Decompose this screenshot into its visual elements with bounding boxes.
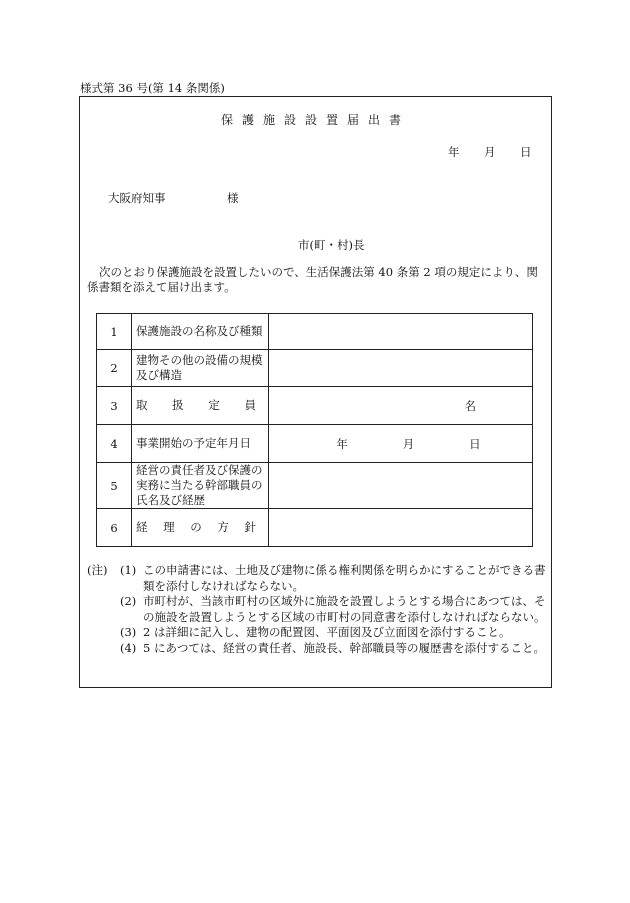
table-row — [97, 314, 533, 350]
date-day-label: 日 — [520, 145, 532, 159]
note-text: この申請書には、土地及び建物に係る権利関係を明らかにすることができる書類を添付しなければならない。 — [143, 563, 546, 593]
manager-career-field[interactable] — [269, 463, 533, 509]
accounting-policy-field[interactable] — [269, 509, 533, 547]
note-item — [87, 563, 551, 594]
label-char: 経 — [136, 520, 148, 534]
note-text: 2 は詳細に記入し、建物の配置図、平面図及び立面図を添付すること。 — [143, 625, 511, 639]
honorific: 様 — [227, 191, 239, 205]
label-char: 方 — [217, 520, 229, 534]
note-item — [87, 594, 551, 625]
label-char: 扱 — [172, 398, 184, 412]
table-row — [97, 350, 533, 387]
body-text: 次のとおり保護施設を設置したいので、生活保護法第 40 条第 2 項の規定により、関係書類を添えて届け出ます。 — [87, 265, 538, 294]
form-number: 様式第 36 号(第 14 条関係) — [80, 81, 225, 95]
label-char: 理 — [163, 520, 175, 534]
capacity-unit: 名 — [464, 398, 476, 413]
note-text: 市町村が、当該市町村の区域外に施設を設置しようとする場合にあつては、その施設を設置しようとする区域の市町村の同意書を添付しなければならない。 — [143, 594, 546, 624]
row-label — [132, 387, 269, 425]
row-number: 2 — [97, 350, 132, 387]
note-item — [87, 625, 551, 641]
label-char: 取 — [136, 398, 148, 412]
row-label: 保護施設の名称及び種類 — [132, 314, 269, 350]
note-number: (1) — [120, 563, 137, 577]
start-date-day: 日 — [469, 436, 481, 451]
date-month-label: 月 — [484, 145, 496, 159]
label-char: 定 — [208, 398, 220, 412]
note-number: (4) — [120, 640, 137, 655]
facility-name-field[interactable] — [269, 314, 533, 350]
start-date-field[interactable] — [269, 425, 533, 463]
capacity-field[interactable] — [269, 387, 533, 425]
submitter-title: 市(町・村)長 — [298, 238, 365, 252]
note-text: 5 にあつては、経営の責任者、施設長、幹部職員等の履歴書を添付すること。 — [143, 640, 545, 655]
notes-lead: (注) — [87, 563, 108, 577]
row-label: 事業開始の予定年月日 — [132, 425, 269, 463]
row-label: 建物その他の設備の規模及び構造 — [132, 350, 269, 387]
label-char: 針 — [244, 520, 256, 534]
row-label — [132, 509, 269, 547]
start-date-year: 年 — [336, 436, 348, 451]
label-char: の — [190, 520, 202, 534]
note-item — [87, 641, 551, 657]
notes-section — [87, 563, 551, 656]
note-number: (3) — [120, 625, 137, 639]
table-row — [97, 463, 533, 509]
row-number: 5 — [97, 463, 132, 509]
row-number: 3 — [97, 387, 132, 425]
row-label: 経営の責任者及び保護の実務に当たる幹部職員の氏名及び経歴 — [132, 463, 269, 509]
table-row — [97, 509, 533, 547]
table-row — [97, 387, 533, 425]
row-number: 6 — [97, 509, 132, 547]
form-frame — [79, 96, 552, 688]
start-date-month: 月 — [402, 436, 415, 451]
table-row — [97, 425, 533, 463]
building-structure-field[interactable] — [269, 350, 533, 387]
date-year-label: 年 — [448, 145, 460, 159]
row-number: 4 — [97, 425, 132, 463]
addressee: 大阪府知事 — [108, 191, 166, 205]
items-table — [96, 313, 533, 547]
note-number: (2) — [120, 594, 137, 608]
row-number: 1 — [97, 314, 132, 350]
label-char: 員 — [244, 398, 256, 412]
form-title: 保護施設設置届出書 — [220, 113, 410, 127]
